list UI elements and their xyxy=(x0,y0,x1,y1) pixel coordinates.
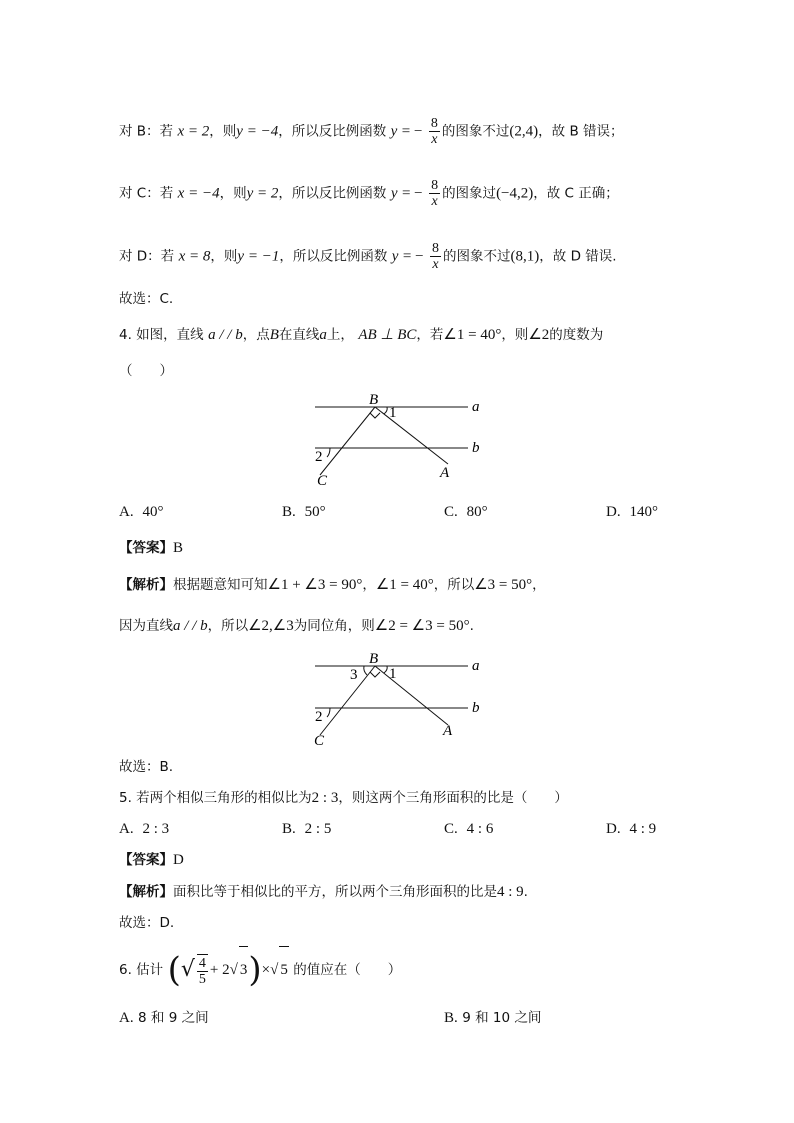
func-y: y xyxy=(390,185,398,202)
denominator: x xyxy=(431,132,438,147)
text: 上， xyxy=(326,327,354,343)
segment-ba xyxy=(375,666,448,725)
label-B: B xyxy=(369,651,379,667)
radicand: 5 xyxy=(279,946,289,993)
angle-1-arc xyxy=(384,666,387,673)
text: 4. 如图，直线 xyxy=(119,327,204,343)
q6-stem xyxy=(119,946,401,993)
text: ，故 C 正确； xyxy=(533,185,619,202)
left-paren: ( xyxy=(167,950,181,990)
option-value: 4 : 6 xyxy=(466,821,494,837)
label-a: a xyxy=(472,658,480,674)
sqrt-5: √ 5 xyxy=(270,962,289,978)
denominator: 5 xyxy=(198,971,206,987)
fraction-8-over-x xyxy=(430,241,441,272)
case-b-line xyxy=(119,116,624,147)
case-c-label: 对 C：若 xyxy=(119,185,174,202)
q4-stem xyxy=(119,325,603,345)
q5-analysis xyxy=(119,882,528,902)
option-letter: B. xyxy=(444,1010,458,1026)
text: ，则这两个三角形面积的比是（ ） xyxy=(338,790,568,806)
label-b: b xyxy=(472,700,480,716)
text: ，则 xyxy=(501,327,529,343)
case-d-x: x = 8 xyxy=(178,248,211,265)
text: ， xyxy=(532,577,546,593)
equals-minus: = − xyxy=(402,248,424,265)
q5-choose: 故选：D. xyxy=(119,915,175,931)
answer-tag: 【答案】 xyxy=(119,852,173,868)
times-sign: × xyxy=(261,962,271,978)
q6-option-a[interactable] xyxy=(119,1008,209,1028)
text: 在直线 xyxy=(278,327,320,343)
q4-answer xyxy=(119,538,183,558)
q5-stem xyxy=(119,788,568,808)
text: ，所以反比例函数 xyxy=(279,248,388,265)
text: 的图象过 xyxy=(442,185,497,202)
math-perpendicular: AB ⊥ BC xyxy=(358,327,417,343)
option-value: 8 和 9 之间 xyxy=(138,1010,209,1026)
case-d-line xyxy=(119,241,617,272)
right-angle-mark xyxy=(370,413,380,418)
label-1: 1 xyxy=(389,405,397,421)
q4-option-d[interactable] xyxy=(606,502,658,522)
angle-2-arc xyxy=(327,448,330,457)
q5-option-b[interactable] xyxy=(282,819,331,839)
q4-analysis-figure xyxy=(300,649,500,749)
text: 根据题意知可知 xyxy=(173,577,268,593)
q5-option-a[interactable] xyxy=(119,819,169,839)
case-d-y: y = −1 xyxy=(237,248,280,265)
text: ，所以反比例函数 xyxy=(278,123,387,140)
text: ， xyxy=(362,577,376,593)
answer-value: D xyxy=(173,852,184,868)
numerator: 8 xyxy=(431,178,439,193)
math-angle2: ∠2 xyxy=(528,327,550,343)
plus-two: + 2 xyxy=(209,962,230,978)
angle-1-arc xyxy=(384,407,387,414)
sqrt-3: √ 3 xyxy=(230,962,249,978)
text: ，故 D 错误. xyxy=(539,248,617,265)
q4-option-b[interactable] xyxy=(282,502,326,522)
func-y: y xyxy=(391,248,399,265)
q4-choose: 故选：B. xyxy=(119,759,174,775)
label-b: b xyxy=(472,440,480,456)
point: (8,1) xyxy=(510,248,540,265)
label-C: C xyxy=(314,733,325,749)
q4-option-a[interactable] xyxy=(119,502,164,522)
label-B: B xyxy=(369,392,379,408)
q6-option-b[interactable] xyxy=(444,1008,541,1028)
denominator: x xyxy=(431,194,438,209)
math: a / / b xyxy=(173,618,208,634)
label-2: 2 xyxy=(315,449,323,465)
option-letter: D. xyxy=(606,504,621,520)
math-parallel: a / / b xyxy=(208,327,243,343)
label-3: 3 xyxy=(350,667,358,683)
text: 为同位角，则 xyxy=(293,618,375,634)
text: . xyxy=(523,884,528,900)
point: (−4,2) xyxy=(496,185,534,202)
math: ∠2,∠3 xyxy=(248,618,294,634)
equals-minus: = − xyxy=(401,185,423,202)
case-b-x: x = 2 xyxy=(177,123,210,140)
q4-figure xyxy=(300,390,500,490)
option-letter: A. xyxy=(119,504,134,520)
numerator: 8 xyxy=(430,116,438,131)
q4-paren: （ ） xyxy=(119,363,173,379)
math-point-b: B xyxy=(269,327,279,343)
text: ，则 xyxy=(209,123,237,140)
text: ，若 xyxy=(416,327,444,343)
option-letter: C. xyxy=(444,504,458,520)
option-value: 140° xyxy=(629,504,658,520)
text: 的图象不过 xyxy=(443,248,511,265)
text: 的值应在（ ） xyxy=(293,962,402,978)
angle-2-arc xyxy=(327,708,330,717)
option-value: 4 : 9 xyxy=(629,821,657,837)
radicand: 3 xyxy=(239,946,249,993)
angle-3-arc xyxy=(364,666,367,675)
option-letter: D. xyxy=(606,821,621,837)
text: 的度数为 xyxy=(549,327,604,343)
text: ，则 xyxy=(210,248,238,265)
option-value: 2 : 3 xyxy=(142,821,170,837)
answer-value: B xyxy=(173,540,184,556)
option-value: 9 和 10 之间 xyxy=(462,1010,542,1026)
text: ，所以 xyxy=(433,577,475,593)
choose-c: 故选：C. xyxy=(119,291,174,307)
sqrt-fraction xyxy=(181,947,210,993)
analysis-tag: 【解析】 xyxy=(119,884,173,900)
q5-option-d[interactable] xyxy=(606,819,656,839)
label-1: 1 xyxy=(389,666,397,682)
right-angle-mark xyxy=(370,672,380,677)
point: (2,4) xyxy=(509,123,539,140)
case-c-line xyxy=(119,178,619,209)
case-b-y: y = −4 xyxy=(236,123,279,140)
label-A: A xyxy=(440,465,450,481)
label-C: C xyxy=(317,473,328,489)
segment-ba xyxy=(375,407,448,464)
case-c-y: y = 2 xyxy=(246,185,279,202)
option-value: 2 : 5 xyxy=(304,821,332,837)
text: ，则 xyxy=(219,185,247,202)
equals-minus: = − xyxy=(401,123,423,140)
text: 的图象不过 xyxy=(441,123,510,140)
q5-answer xyxy=(119,850,184,870)
segment-bc xyxy=(320,666,375,735)
option-letter: A. xyxy=(119,1010,134,1026)
answer-tag: 【答案】 xyxy=(119,540,173,556)
option-value: 50° xyxy=(304,504,326,520)
q5-option-c[interactable] xyxy=(444,819,493,839)
math-ratio: 2 : 3 xyxy=(311,790,339,806)
option-letter: B. xyxy=(282,821,296,837)
fraction-4-over-5 xyxy=(197,954,208,987)
text: 面积比等于相似比的平方，所以两个三角形面积的比是 xyxy=(173,884,497,900)
denominator: x xyxy=(432,257,439,272)
math-ratio: 4 : 9 xyxy=(497,884,524,900)
math: ∠1 + ∠3 = 90° xyxy=(267,577,363,593)
option-letter: A. xyxy=(119,821,134,837)
math-angle1: ∠1 = 40° xyxy=(443,327,502,343)
option-letter: B. xyxy=(282,504,296,520)
text: ，所以 xyxy=(207,618,249,634)
segment-bc xyxy=(320,407,375,475)
right-paren: ) xyxy=(248,950,262,990)
option-value: 40° xyxy=(142,504,164,520)
q4-analysis-1 xyxy=(119,575,546,595)
q4-analysis-2 xyxy=(119,616,474,636)
text: ，点 xyxy=(242,327,270,343)
numerator: 8 xyxy=(432,241,440,256)
text: . xyxy=(469,618,474,634)
option-value: 80° xyxy=(466,504,488,520)
math: ∠2 = ∠3 = 50° xyxy=(374,618,470,634)
text: ，故 B 错误； xyxy=(538,123,624,140)
math: ∠1 = 40° xyxy=(375,577,434,593)
option-letter: C. xyxy=(444,821,458,837)
fraction-8-over-x xyxy=(429,178,440,209)
text: 6. 估计 xyxy=(119,962,164,978)
label-a: a xyxy=(472,399,480,415)
label-2: 2 xyxy=(315,709,323,725)
case-d-label: 对 D：若 xyxy=(119,248,175,265)
numerator: 4 xyxy=(198,955,206,971)
math-line-a: a xyxy=(319,327,327,343)
analysis-tag: 【解析】 xyxy=(119,577,173,593)
fraction-8-over-x xyxy=(429,116,440,147)
math: ∠3 = 50° xyxy=(474,577,533,593)
case-b-label: 对 B：若 xyxy=(119,123,174,140)
sqrt-sign: √ xyxy=(180,957,195,982)
label-A: A xyxy=(443,723,453,739)
text: ，所以反比例函数 xyxy=(278,185,387,202)
func-y: y xyxy=(390,123,398,140)
text: 5. 若两个相似三角形的相似比为 xyxy=(119,790,312,806)
text: 因为直线 xyxy=(119,618,173,634)
q4-option-c[interactable] xyxy=(444,502,488,522)
case-c-x: x = −4 xyxy=(177,185,220,202)
